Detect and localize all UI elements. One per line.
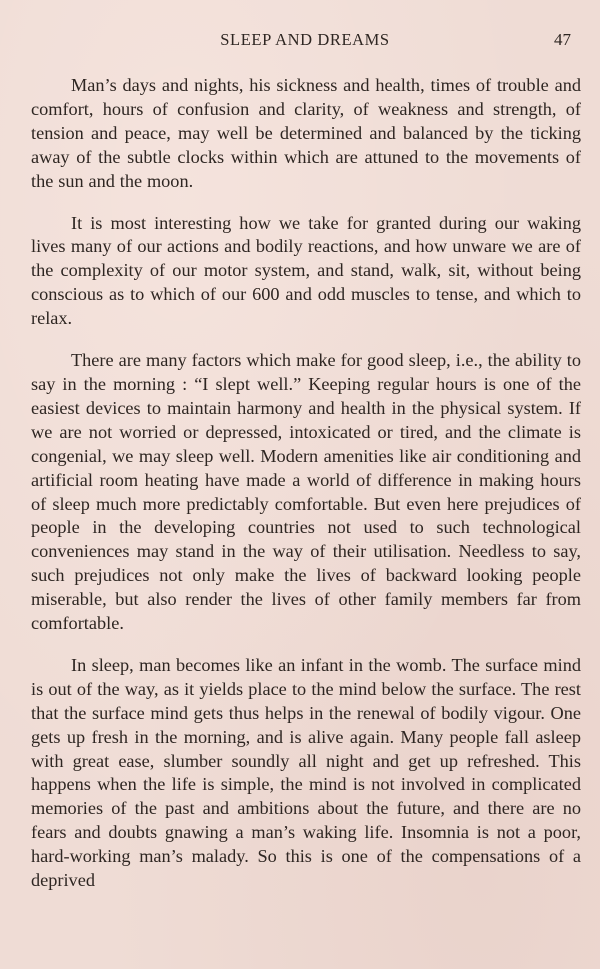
paragraph-3: There are many factors which make for good sleep, i.e., the ability to say in the morning : “I slept well.” Keeping regular hours is one of the easiest devices to maintain harmony and health in the physical system. If we are not worried or depressed, intoxicated or tired, and the climate is congenial, we may sleep well. Modern amenities like air conditioning and artificial room heating have made a world of difference in making hours of sleep much more predictably comfortable. But even here prejudices of people in the developing countries not used to such technological conveniences may stand in the way of their utilisation. Needless to say, such prejudices not only make the lives of backward looking people miserable, but also render the lives of other family members far from comfortable. [31, 350, 581, 634]
running-title: SLEEP AND DREAMS [220, 30, 390, 49]
body-text [31, 74, 581, 893]
paragraph-2: It is most interesting how we take for granted during our waking lives many of our actions and bodily reactions, and how unware we are of the complexity of our motor system, and stand, walk, sit, without being conscious as to which of our 600 and odd muscles to tense, and which to relax. [31, 212, 581, 329]
paragraph-4: In sleep, man becomes like an infant in the womb. The surface mind is out of the way, as it yields place to the mind below the surface. The rest that the surface mind gets thus helps in the renewal of bodily vigour. One gets up fresh in the morning, and is alive again. Many people fall asleep with great ease, slumber soundly all night and get up refreshed. This happens when the life is simple, the mind is not involved in complicated memories of the past and ambitions about the future, and there are no fears and doubts gnawing a man’s waking life. Insomnia is not a poor, hard-working man’s malady. So this is one of the compensations of a deprived [31, 654, 581, 891]
paragraph-1: Man’s days and nights, his sickness and health, times of trouble and comfort, hours of confusion and clarity, of weakness and strength, of tension and peace, may well be determined and balanced by the ticking away of the subtle clocks within which are attuned to the movements of the sun and the moon. [31, 75, 581, 191]
page-number: 47 [554, 30, 571, 49]
running-head [0, 28, 600, 52]
